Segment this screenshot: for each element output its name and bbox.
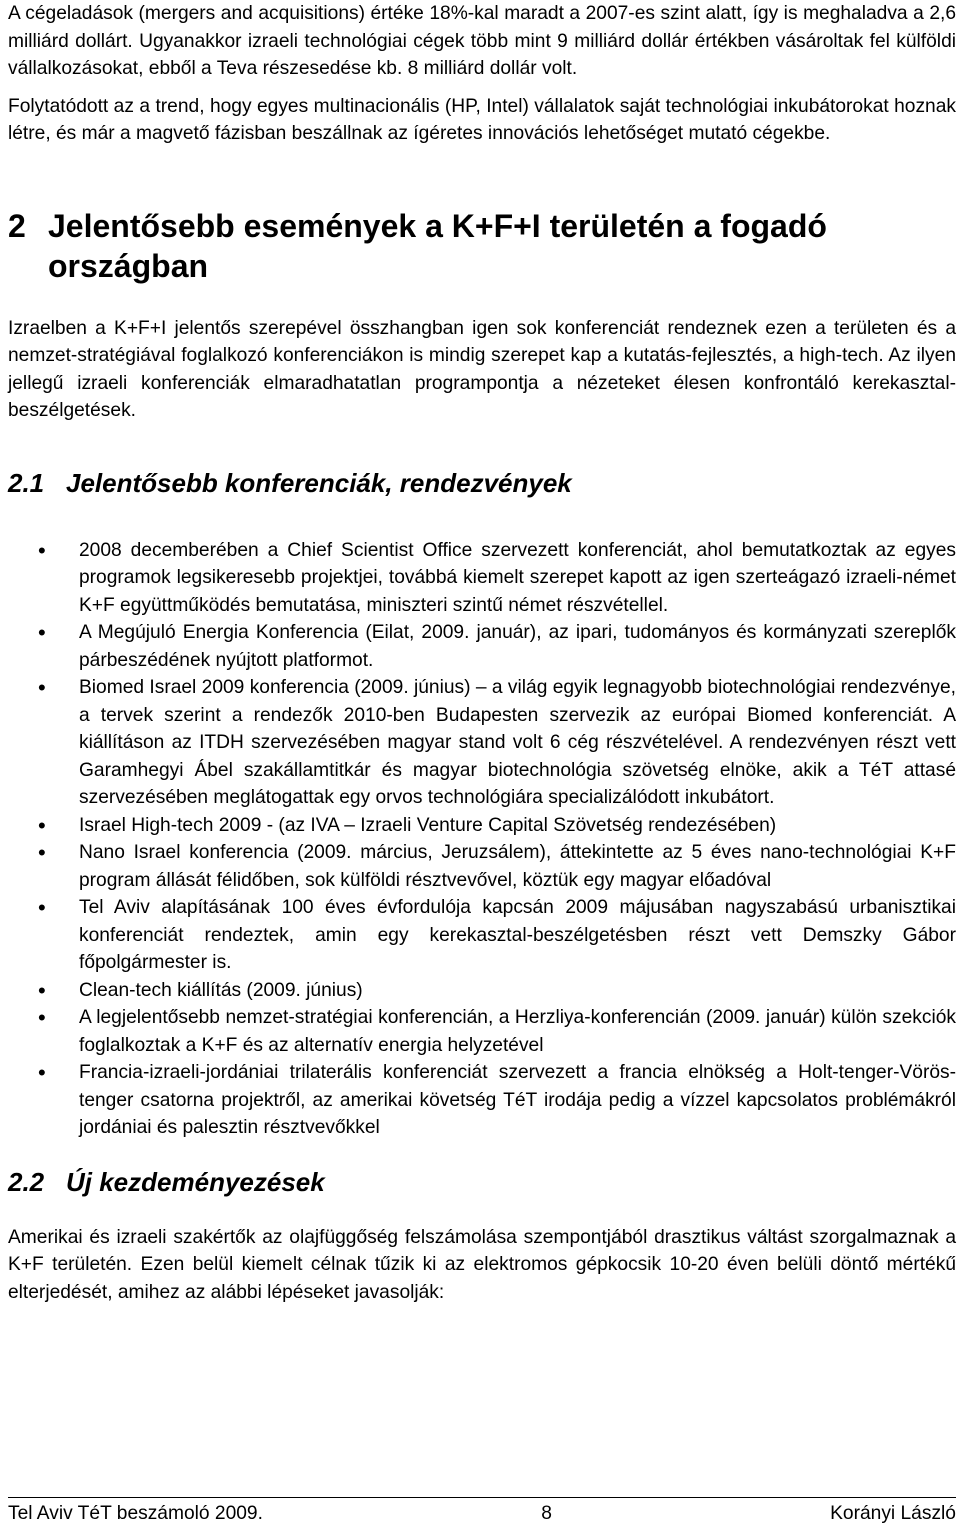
intro-paragraph: A cégeladások (mergers and acquisitions) értéke 18%-kal maradt a 2007-es szint alatt, így is meghaladva a 2,6 milliárd dollárt. Ugyanakkor izraeli technológiai cégek több mint 9 milliárd dollár értékben vásároltak fel külföldi vállalkozásokat, ebből a Teva részesedése kb. 8 milliárd dollár volt.	[8, 3, 956, 79]
list-item: • Nano Israel konferencia (2009. március, Jeruzsálem), áttekintette az 5 éves nano-technológiai K+F program állását félidőben, sok külföldi résztvevővel, köztük egy magyar előadóval	[8, 839, 956, 894]
list-item: • A Megújuló Energia Konferencia (Eilat, 2009. január), az ipari, tudományos és kormányzati szereplők párbeszédének nyújtott platformot.	[8, 619, 956, 674]
list-item: • Israel High-tech 2009 - (az IVA – Izraeli Venture Capital Szövetség rendezésében)	[8, 812, 956, 840]
footer-author: Korányi László	[830, 1503, 956, 1524]
footer-left-text: Tel Aviv TéT beszámoló 2009.	[8, 1503, 263, 1524]
section-number: 2.2	[8, 1166, 45, 1197]
section-number: 2	[8, 207, 26, 244]
section-number: 2.1	[8, 467, 45, 498]
list-item: • Biomed Israel 2009 konferencia (2009. június) – a világ egyik legnagyobb biotechnológiai rendezvénye, a tervek szerint a rendezők 2010-ben Budapesten szervezik az európai Biomed konferenciát. A kiállításon az ITDH szervezésében magyar stand volt 6 cég részvételével. A rendezvényen részt vett Garamhegyi Ábel szakállamtitkár és magyar biotechnológia szövetség elnöke, akik a TéT attasé szervezésében meglátogattak egy orvos technológiára specializálódott inkubátort.	[8, 674, 956, 812]
section-title: Új kezdeményezések	[66, 1166, 325, 1197]
list-item: • A legjelentősebb nemzet-stratégiai konferencián, a Herzliya-konferencián (2009. január) külön szekciók foglalkoztak a K+F és az alternatív energia helyzetével	[8, 1004, 956, 1059]
list-item: • Clean-tech kiállítás (2009. június)	[8, 977, 956, 1005]
list-item: • Francia-izraeli-jordániai trilaterális konferenciát szervezett a francia elnökség a Holt-tenger-Vörös-tenger csatorna projektről, az amerikai követség TéT irodája pedig a vízzel kapcsolatos problémákról jordániai és palesztin résztvevőkkel	[8, 1059, 956, 1142]
list-item: • Tel Aviv alapításának 100 éves évfordulója kapcsán 2009 májusában nagyszabású urbanisztikai konferenciát rendeztek, amin egy kerekasztal-beszélgetésben részt vett Demszky Gábor főpolgármester is.	[8, 894, 956, 977]
intro-paragraph: Folytatódott az a trend, hogy egyes multinacionális (HP, Intel) vállalatok saját technológiai inkubátorokat hoznak létre, és már a magvető fázisban beszállnak az ígéretes innovációs lehetőséget mutató cégekbe.	[8, 95, 956, 144]
page-footer	[8, 1497, 956, 1526]
events-list	[8, 537, 956, 1142]
section-title: Jelentősebb események a K+F+I területén a fogadó országban	[48, 207, 827, 284]
section-2-1-heading	[8, 467, 956, 499]
section-2-heading	[8, 206, 956, 286]
section-2-2-heading	[8, 1166, 956, 1198]
section-title: Jelentősebb konferenciák, rendezvények	[66, 467, 572, 498]
section-2-2-paragraph: Amerikai és izraeli szakértők az olajfüggőség felszámolása szempontjából drasztikus váltást szorgalmaznak a K+F területén. Ezen belül kiemelt célnak tűzik ki az elektromos gépkocsik 10-20 éven belüli döntő mértékű elterjedését, amihez az alábbi lépéseket javasolják:	[8, 1226, 956, 1303]
section-2-paragraph: Izraelben a K+F+I jelentős szerepével összhangban igen sok konferenciát rendeznek ezen a területen és a nemzet-stratégiával foglalkozó konferenciákon is mindig szerepet kap a kutatás-fejlesztés, a high-tech. Az ilyen jellegű izraeli konferenciák elmaradhatatlan programpontja a nézeteket élesen konfrontáló kerekasztal-beszélgetések.	[8, 317, 956, 421]
document-page	[8, 0, 956, 1306]
page-number: 8	[541, 1503, 552, 1524]
list-item: • 2008 decemberében a Chief Scientist Office szervezett konferenciát, ahol bemutatkoztak az egyes programok legsikeresebb projektjei, továbbá kiemelt szerepet kapott az igen szerteágazó izraeli-német K+F együttműködés bemutatása, miniszteri szintű német részvétellel.	[8, 537, 956, 620]
